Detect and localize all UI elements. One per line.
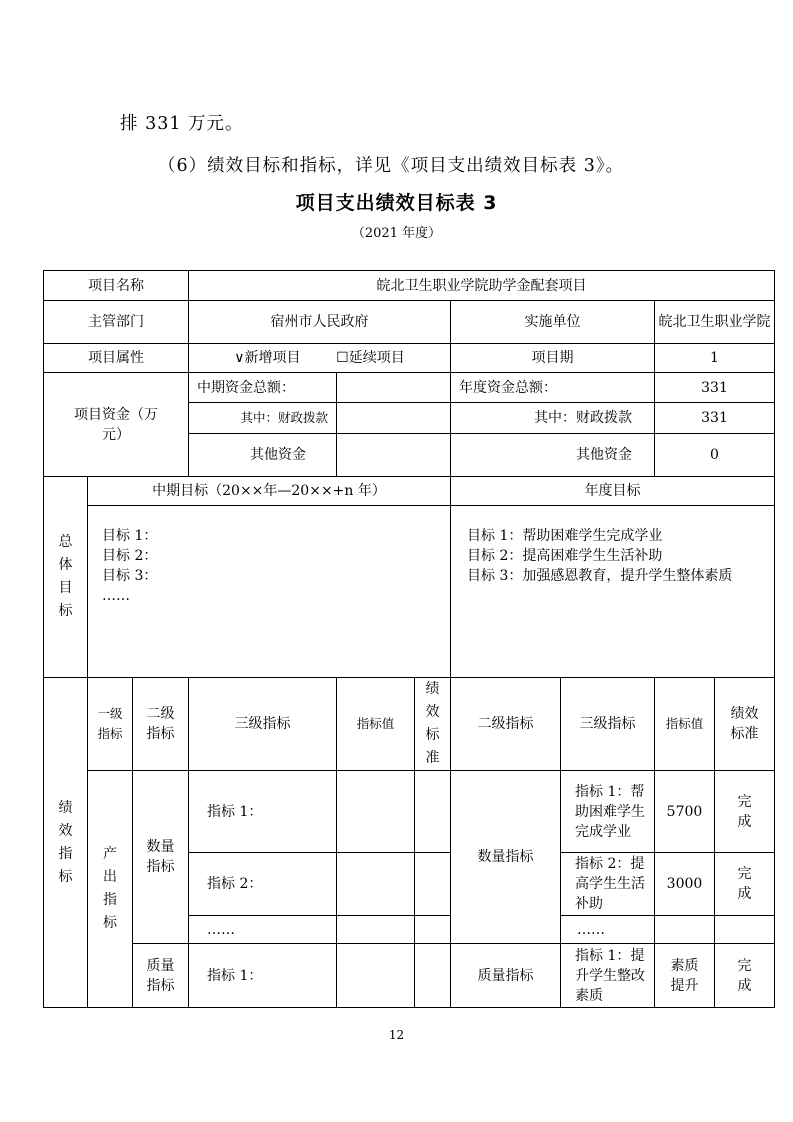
- left-ind-1-std: [415, 771, 451, 853]
- header-value: 指标值: [337, 678, 415, 771]
- overall-goal-label: 总体目标: [44, 477, 88, 678]
- header-value-right: 指标值: [655, 678, 715, 771]
- left-dots: ……: [189, 916, 337, 944]
- left-ind-2-value: [337, 853, 415, 916]
- mid-other-label: 其他资金: [189, 434, 337, 477]
- header-level3-right: 三级指标: [561, 678, 655, 771]
- year-goal-3: 目标 3：加强感恩教育，提升学生整体素质: [467, 568, 733, 584]
- period-value: 1: [655, 344, 775, 373]
- right-quality-label: 质量指标: [451, 944, 561, 1008]
- header-level2: 二级指标: [133, 678, 189, 771]
- mid-total-label: 中期资金总额：: [189, 373, 337, 403]
- mid-goal-header: 中期目标（20××年—20××+n 年）: [88, 477, 451, 506]
- period-label: 项目期: [451, 344, 655, 373]
- table-title: 项目支出绩效目标表 3: [295, 192, 498, 214]
- page-number: 12: [388, 1028, 405, 1042]
- header-level1: 一级指标: [88, 678, 133, 771]
- right-ind-1: 指标 1：帮助困难学生完成学业: [561, 771, 655, 853]
- right-quality-ind-1: 指标 1：提升学生整改素质: [561, 944, 655, 1008]
- year-total-value: 331: [655, 373, 775, 403]
- impl-value: 皖北卫生职业学院: [655, 301, 775, 344]
- mid-goal-4: ……: [102, 588, 130, 604]
- left-quality-ind-1: 指标 1：: [189, 944, 337, 1008]
- right-ind-2: 指标 2：提高学生生活补助: [561, 853, 655, 916]
- right-quality-ind-1-std: 完成: [715, 944, 775, 1008]
- year-total-label: 年度资金总额：: [451, 373, 655, 403]
- perf-label: 绩效指标: [44, 678, 88, 1008]
- left-quality-ind-1-std: [415, 944, 451, 1008]
- year-goal-1: 目标 1：帮助困难学生完成学业: [467, 528, 663, 544]
- right-ind-2-value: 3000: [655, 853, 715, 916]
- header-std-right: 绩效标准: [715, 678, 775, 771]
- left-ind-1: 指标 1：: [189, 771, 337, 853]
- mid-fiscal-label: 其中：财政拨款: [189, 403, 337, 434]
- right-dots-value: [655, 916, 715, 944]
- output-label: 产出指标: [88, 771, 133, 1008]
- left-dots-std: [415, 916, 451, 944]
- right-ind-1-value: 5700: [655, 771, 715, 853]
- mid-fiscal-value: [337, 403, 451, 434]
- attr-label: 项目属性: [44, 344, 189, 373]
- left-ind-2: 指标 2：: [189, 853, 337, 916]
- year-fiscal-value: 331: [655, 403, 775, 434]
- right-quality-ind-1-value: 素质提升: [655, 944, 715, 1008]
- right-quantity-label: 数量指标: [451, 771, 561, 944]
- year-goal-2: 目标 2：提高困难学生生活补助: [467, 548, 663, 564]
- project-name: 皖北卫生职业学院助学金配套项目: [189, 271, 775, 301]
- mid-other-value: [337, 434, 451, 477]
- intro-line-2: （6）绩效目标和指标，详见《项目支出绩效目标表 3》。: [158, 156, 625, 176]
- year-goals: [451, 506, 775, 678]
- intro-line-1: 排 331 万元。: [120, 114, 244, 134]
- mid-goals: [88, 506, 451, 678]
- right-dots: ……: [561, 916, 655, 944]
- attr-new: ∨新增项目: [234, 350, 301, 366]
- left-ind-2-std: [415, 853, 451, 916]
- header-level2-right: 二级指标: [451, 678, 561, 771]
- funds-label: 项目资金（万元）: [44, 373, 189, 477]
- attr-options: [189, 344, 451, 373]
- right-dots-std: [715, 916, 775, 944]
- mid-goal-3: 目标 3：: [102, 568, 158, 584]
- dept-value: 宿州市人民政府: [189, 301, 451, 344]
- year-goal-header: 年度目标: [451, 477, 775, 506]
- year-other-value: 0: [655, 434, 775, 477]
- mid-goal-1: 目标 1：: [102, 528, 158, 544]
- table-year: （2021 年度）: [351, 226, 442, 241]
- performance-table: [43, 270, 775, 1008]
- left-quality-ind-1-value: [337, 944, 415, 1008]
- mid-total-value: [337, 373, 451, 403]
- attr-continue: ☐延续项目: [336, 350, 405, 366]
- header-level3: 三级指标: [189, 678, 337, 771]
- right-ind-2-std: 完成: [715, 853, 775, 916]
- year-other-label: 其他资金: [451, 434, 655, 477]
- header-std: 绩效标准: [415, 678, 451, 771]
- impl-label: 实施单位: [451, 301, 655, 344]
- quantity-label: 数量指标: [133, 771, 189, 944]
- mid-goal-2: 目标 2：: [102, 548, 158, 564]
- project-name-label: 项目名称: [44, 271, 189, 301]
- year-fiscal-label: 其中：财政拨款: [451, 403, 655, 434]
- quality-label: 质量指标: [133, 944, 189, 1008]
- left-dots-value: [337, 916, 415, 944]
- dept-label: 主管部门: [44, 301, 189, 344]
- right-ind-1-std: 完成: [715, 771, 775, 853]
- left-ind-1-value: [337, 771, 415, 853]
